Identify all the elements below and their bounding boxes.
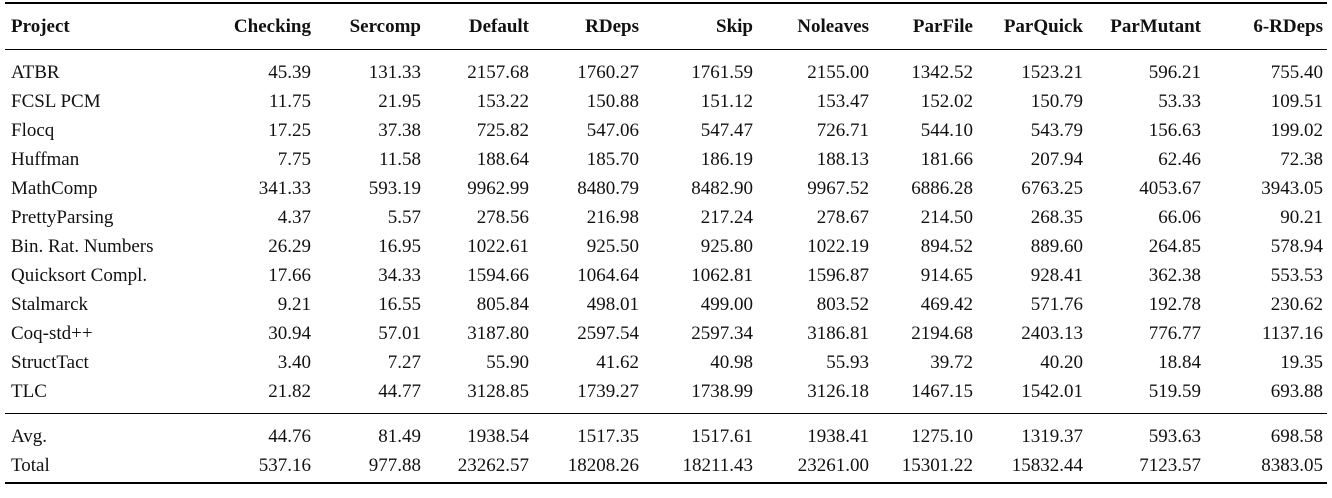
- cell-default: 55.90: [486, 352, 529, 373]
- cell-parfile: 914.65: [920, 265, 973, 286]
- cell-noleaves: 278.67: [816, 207, 869, 228]
- cell-noleaves: 3186.81: [807, 323, 869, 344]
- cell-parmutant: 596.21: [1148, 62, 1201, 83]
- column-header-6-rdeps: 6-RDeps: [1253, 16, 1323, 37]
- cell-checking: 11.75: [268, 91, 311, 112]
- cell-noleaves: 153.47: [816, 91, 869, 112]
- header-row: [5, 3, 1327, 50]
- cell-skip: 186.19: [700, 149, 753, 170]
- cell-parmutant: 18.84: [1158, 352, 1201, 373]
- results-table: [5, 2, 1327, 484]
- row-label: Avg.: [11, 426, 48, 447]
- cell-parquick: 40.20: [1040, 352, 1083, 373]
- column-header-parmutant: ParMutant: [1110, 16, 1201, 37]
- cell-parfile: 894.52: [920, 236, 973, 257]
- cell-parmutant: 62.46: [1158, 149, 1201, 170]
- cell-default: 1938.54: [467, 426, 529, 447]
- cell-sercomp: 11.58: [378, 149, 421, 170]
- cell-rdeps: 150.88: [586, 91, 639, 112]
- cell-checking: 7.75: [277, 149, 311, 170]
- cell-rdeps: 1739.27: [577, 381, 639, 402]
- table-header: [5, 3, 1327, 50]
- cell-checking: 26.29: [268, 236, 311, 257]
- cell-noleaves: 9967.52: [807, 178, 869, 199]
- table-row: [5, 232, 1327, 261]
- cell-default: 3187.80: [467, 323, 529, 344]
- cell-sercomp: 977.88: [368, 455, 421, 476]
- cell-default: 1022.61: [467, 236, 529, 257]
- cell-parquick: 268.35: [1030, 207, 1083, 228]
- column-header-parfile: ParFile: [912, 16, 973, 37]
- table-summary: [5, 414, 1327, 484]
- cell-noleaves: 1022.19: [807, 236, 869, 257]
- row-label: MathComp: [11, 178, 98, 199]
- row-label: TLC: [11, 381, 47, 402]
- cell-6-rdeps: 109.51: [1270, 91, 1323, 112]
- cell-sercomp: 44.77: [378, 381, 421, 402]
- cell-skip: 925.80: [700, 236, 753, 257]
- cell-parquick: 2403.13: [1021, 323, 1083, 344]
- cell-parfile: 1342.52: [911, 62, 973, 83]
- cell-rdeps: 498.01: [586, 294, 639, 315]
- cell-parquick: 1523.21: [1021, 62, 1083, 83]
- cell-parfile: 181.66: [920, 149, 973, 170]
- cell-checking: 21.82: [268, 381, 311, 402]
- cell-noleaves: 55.93: [826, 352, 869, 373]
- cell-6-rdeps: 230.62: [1270, 294, 1323, 315]
- row-label: Coq-std++: [11, 323, 93, 344]
- row-label: Huffman: [11, 149, 80, 170]
- cell-parquick: 1542.01: [1021, 381, 1083, 402]
- cell-skip: 499.00: [700, 294, 753, 315]
- cell-default: 725.82: [476, 120, 529, 141]
- cell-parfile: 152.02: [920, 91, 973, 112]
- cell-parmutant: 593.63: [1148, 426, 1201, 447]
- cell-parfile: 544.10: [920, 120, 973, 141]
- table-row: [5, 261, 1327, 290]
- cell-parmutant: 7123.57: [1139, 455, 1201, 476]
- cell-sercomp: 7.27: [387, 352, 421, 373]
- column-header-parquick: ParQuick: [1003, 16, 1083, 37]
- cell-parfile: 1467.15: [911, 381, 973, 402]
- row-label: Stalmarck: [11, 294, 89, 315]
- cell-skip: 2597.34: [691, 323, 753, 344]
- cell-checking: 3.40: [277, 352, 311, 373]
- table-row: [5, 50, 1327, 88]
- row-label: Total: [11, 455, 50, 476]
- cell-sercomp: 21.95: [378, 91, 421, 112]
- cell-6-rdeps: 1137.16: [1261, 323, 1323, 344]
- cell-skip: 1517.61: [691, 426, 753, 447]
- cell-rdeps: 1517.35: [577, 426, 639, 447]
- cell-rdeps: 18208.26: [567, 455, 639, 476]
- cell-skip: 547.47: [700, 120, 753, 141]
- column-header-default: Default: [468, 16, 529, 37]
- cell-parmutant: 66.06: [1158, 207, 1201, 228]
- cell-sercomp: 34.33: [378, 265, 421, 286]
- summary-row: [5, 414, 1327, 452]
- table-row: [5, 203, 1327, 232]
- cell-6-rdeps: 698.58: [1270, 426, 1323, 447]
- cell-6-rdeps: 199.02: [1270, 120, 1323, 141]
- cell-parquick: 15832.44: [1011, 455, 1083, 476]
- cell-noleaves: 3126.18: [807, 381, 869, 402]
- cell-sercomp: 593.19: [368, 178, 421, 199]
- cell-noleaves: 1938.41: [807, 426, 869, 447]
- cell-sercomp: 5.57: [387, 207, 421, 228]
- cell-6-rdeps: 578.94: [1270, 236, 1323, 257]
- cell-parquick: 889.60: [1030, 236, 1083, 257]
- cell-parfile: 469.42: [920, 294, 973, 315]
- summary-row: [5, 451, 1327, 483]
- cell-rdeps: 2597.54: [577, 323, 639, 344]
- cell-parmutant: 362.38: [1148, 265, 1201, 286]
- cell-sercomp: 81.49: [378, 426, 421, 447]
- cell-checking: 537.16: [258, 455, 311, 476]
- results-table-container: [5, 2, 1327, 484]
- cell-checking: 341.33: [258, 178, 311, 199]
- cell-parquick: 571.76: [1030, 294, 1083, 315]
- cell-rdeps: 8480.79: [577, 178, 639, 199]
- column-header-sercomp: Sercomp: [349, 16, 421, 37]
- cell-checking: 30.94: [268, 323, 311, 344]
- cell-6-rdeps: 755.40: [1270, 62, 1323, 83]
- cell-parfile: 6886.28: [911, 178, 973, 199]
- cell-6-rdeps: 8383.05: [1261, 455, 1323, 476]
- cell-default: 1594.66: [467, 265, 529, 286]
- cell-default: 278.56: [476, 207, 529, 228]
- cell-6-rdeps: 90.21: [1280, 207, 1323, 228]
- cell-6-rdeps: 19.35: [1280, 352, 1323, 373]
- table-row: [5, 116, 1327, 145]
- cell-6-rdeps: 553.53: [1270, 265, 1323, 286]
- cell-6-rdeps: 693.88: [1270, 381, 1323, 402]
- cell-noleaves: 803.52: [816, 294, 869, 315]
- cell-skip: 8482.90: [691, 178, 753, 199]
- table-row: [5, 319, 1327, 348]
- cell-noleaves: 1596.87: [807, 265, 869, 286]
- cell-skip: 18211.43: [682, 455, 753, 476]
- cell-sercomp: 57.01: [378, 323, 421, 344]
- cell-sercomp: 37.38: [378, 120, 421, 141]
- cell-skip: 1761.59: [691, 62, 753, 83]
- cell-noleaves: 726.71: [816, 120, 869, 141]
- cell-checking: 17.66: [268, 265, 311, 286]
- cell-6-rdeps: 72.38: [1280, 149, 1323, 170]
- cell-sercomp: 16.55: [378, 294, 421, 315]
- cell-sercomp: 16.95: [378, 236, 421, 257]
- cell-checking: 45.39: [268, 62, 311, 83]
- cell-checking: 44.76: [268, 426, 311, 447]
- row-label: Bin. Rat. Numbers: [11, 236, 154, 257]
- table-row: [5, 348, 1327, 377]
- cell-6-rdeps: 3943.05: [1261, 178, 1323, 199]
- cell-parmutant: 156.63: [1148, 120, 1201, 141]
- cell-parmutant: 192.78: [1148, 294, 1201, 315]
- cell-rdeps: 216.98: [586, 207, 639, 228]
- column-header-checking: Checking: [233, 16, 311, 37]
- cell-noleaves: 2155.00: [807, 62, 869, 83]
- cell-noleaves: 188.13: [816, 149, 869, 170]
- row-label: Quicksort Compl.: [11, 265, 148, 286]
- cell-default: 153.22: [476, 91, 529, 112]
- cell-parmutant: 519.59: [1148, 381, 1201, 402]
- table-row: [5, 145, 1327, 174]
- cell-rdeps: 925.50: [586, 236, 639, 257]
- cell-noleaves: 23261.00: [797, 455, 869, 476]
- cell-rdeps: 1760.27: [577, 62, 639, 83]
- cell-default: 23262.57: [457, 455, 529, 476]
- table-row: [5, 174, 1327, 203]
- cell-skip: 1738.99: [691, 381, 753, 402]
- cell-parmutant: 53.33: [1158, 91, 1201, 112]
- cell-rdeps: 185.70: [586, 149, 639, 170]
- cell-default: 3128.85: [467, 381, 529, 402]
- cell-rdeps: 41.62: [596, 352, 639, 373]
- row-label: ATBR: [11, 62, 60, 83]
- column-header-skip: Skip: [716, 16, 753, 37]
- cell-parfile: 214.50: [920, 207, 973, 228]
- cell-parfile: 39.72: [930, 352, 973, 373]
- cell-rdeps: 547.06: [586, 120, 639, 141]
- cell-parquick: 1319.37: [1021, 426, 1083, 447]
- table-row: [5, 290, 1327, 319]
- row-label: StructTact: [11, 352, 89, 373]
- cell-skip: 217.24: [700, 207, 753, 228]
- table-body: [5, 50, 1327, 414]
- row-label: FCSL PCM: [11, 91, 101, 112]
- table-row: [5, 87, 1327, 116]
- cell-parquick: 207.94: [1030, 149, 1083, 170]
- column-header-noleaves: Noleaves: [797, 16, 869, 37]
- cell-checking: 9.21: [277, 294, 311, 315]
- cell-parquick: 6763.25: [1021, 178, 1083, 199]
- cell-default: 9962.99: [467, 178, 529, 199]
- cell-default: 805.84: [476, 294, 529, 315]
- cell-skip: 40.98: [710, 352, 753, 373]
- cell-checking: 4.37: [277, 207, 311, 228]
- cell-skip: 1062.81: [691, 265, 753, 286]
- cell-rdeps: 1064.64: [577, 265, 639, 286]
- column-header-project: Project: [11, 16, 70, 37]
- cell-default: 188.64: [476, 149, 529, 170]
- cell-parfile: 15301.22: [901, 455, 973, 476]
- cell-parquick: 928.41: [1030, 265, 1083, 286]
- cell-checking: 17.25: [268, 120, 311, 141]
- row-label: Flocq: [11, 120, 55, 141]
- cell-parfile: 2194.68: [911, 323, 973, 344]
- cell-skip: 151.12: [700, 91, 753, 112]
- cell-parmutant: 4053.67: [1139, 178, 1201, 199]
- row-label: PrettyParsing: [11, 207, 114, 228]
- cell-parmutant: 264.85: [1148, 236, 1201, 257]
- cell-parfile: 1275.10: [911, 426, 973, 447]
- cell-parmutant: 776.77: [1148, 323, 1201, 344]
- cell-parquick: 543.79: [1030, 120, 1083, 141]
- cell-sercomp: 131.33: [368, 62, 421, 83]
- cell-parquick: 150.79: [1030, 91, 1083, 112]
- column-header-rdeps: RDeps: [585, 16, 639, 37]
- table-row: [5, 377, 1327, 414]
- cell-default: 2157.68: [467, 62, 529, 83]
